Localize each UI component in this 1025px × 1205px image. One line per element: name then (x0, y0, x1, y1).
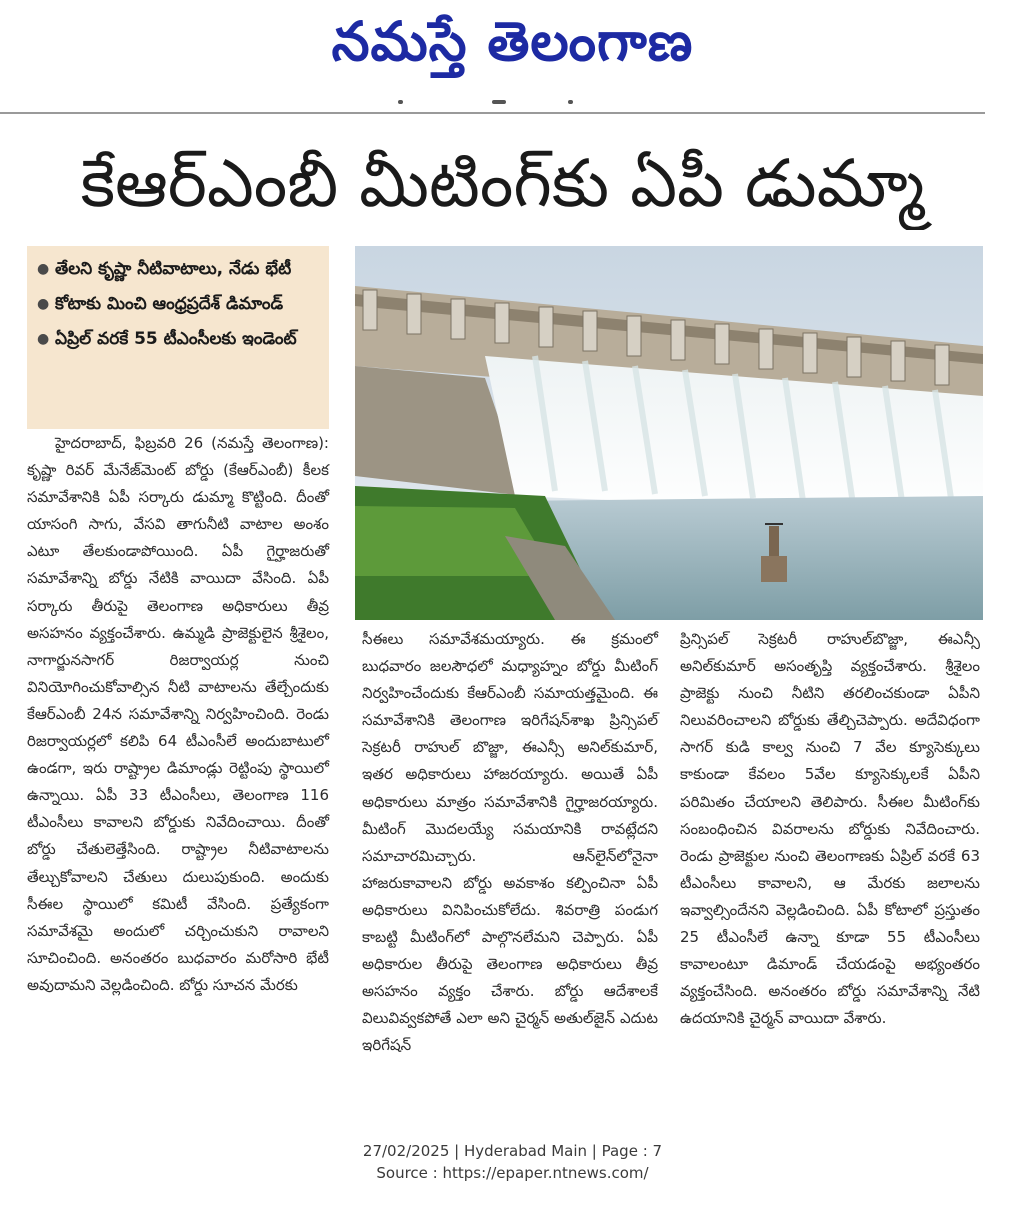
masthead-divider (0, 112, 985, 114)
highlight-item (37, 322, 321, 357)
masthead-ornament-dot (398, 100, 403, 104)
article-paragraph: హైదరాబాద్, ఫిబ్రవరి 26 (నమస్తే తెలంగాణ): కృష్ణా రివర్ మేనేజ్‌మెంట్ బోర్డు (కేఆర్ఎంబీ) కీలక సమావేశానికి ఏపీ సర్కారు డుమ్మా కొట్టింది. దీంతో యాసంగి సాగు, వేసవి తాగునీటి వాటాల అంశం ఎటూ తేలకుండాపోయింది. ఏపీ గైర్హాజరుతో సమావేశాన్ని బోర్డు నేటికి వాయిదా వేసింది. ఏపీ సర్కారు తీరుపై తెలంగాణ అధికారులు తీవ్ర అసహనం వ్యక్తంచేశారు. ఉమ్మడి ప్రాజెక్టులైన శ్రీశైలం, నాగార్జునసాగర్ రిజర్వాయర్ల నుంచి వినియోగించుకోవాల్సిన నీటి వాటాలను తేల్చేందుకు కేఆర్ఎంబీ 24న సమావేశాన్ని నిర్వహించింది. రెండు రిజర్వాయర్లలో కలిపి 64 టీఎంసీలే అందుబాటులో ఉండగా, ఇరు రాష్ట్రాల డిమాండ్లు రెట్టింపు స్థాయిలో ఉన్నాయి. ఏపీ 33 టీఎంసీలు, తెలంగాణ 116 టీఎంసీలు కావాలని బోర్డుకు నివేదించాయి. దీంతో బోర్డు చేతులెత్తేసింది. రాష్ట్రాల నీటివాటాలను తేల్చుకోవాలని చేతులు దులుపుకుంది. అందుకు సీఈల స్థాయిలో కమిటీ వేసింది. ప్రత్యేకంగా సమావేశమై అందులో చర్చించుకుని రావాలని సూచించింది. అనంతరం బుధవారం మరోసారి భేటీ అవుదామని వెల్లడించింది. బోర్డు సూచన మేరకు (27, 434, 329, 994)
dam-illustration (355, 246, 983, 620)
masthead-ornament-dot (492, 100, 506, 104)
article-headline: కేఆర్ఎంబీ మీటింగ్‌కు ఏపీ డుమ్మా (80, 145, 925, 222)
article-column-2 (362, 626, 658, 1060)
footer-dateline: 27/02/2025 | Hyderabad Main | Page : 7 (362, 1142, 663, 1160)
highlight-item (37, 287, 321, 322)
highlight-item (37, 252, 321, 287)
bullet-icon: ● (37, 261, 50, 277)
highlight-text: తేలని కృష్ణా నీటివాటాలు, నేడు భేటీ (55, 259, 292, 279)
dam-photo (355, 246, 983, 620)
highlight-text: కోటాకు మించి ఆంధ్రప్రదేశ్ డిమాండ్ (55, 294, 284, 314)
highlight-text: ఏప్రిల్ వరకే 55 టీఎంసీలకు ఇండెంట్ (55, 329, 297, 349)
article-column-1 (27, 430, 329, 999)
article-column-3 (680, 626, 980, 1032)
masthead-ornament-dot (568, 100, 573, 104)
masthead-title: నమస్తే తెలంగాణ (331, 10, 694, 73)
bullet-icon: ● (37, 331, 50, 347)
footer-source: Source : https://epaper.ntnews.com/ (376, 1164, 649, 1182)
article-paragraph: సీఈలు సమావేశమయ్యారు. ఈ క్రమంలో బుధవారం జలసౌధలో మధ్యాహ్నం బోర్డు మీటింగ్ నిర్వహించేందుకు కేఆర్ఎంబీ సమాయత్తమైంది. ఈ సమావేశానికి తెలంగాణ ఇరిగేషన్‌శాఖ ప్రిన్సిపల్ సెక్రటరీ రాహుల్ బొజ్జా, ఈఎన్సీ అనిల్‌కుమార్, ఇతర అధికారులు హాజరయ్యారు. అయితే ఏపీ అధికారులు మాత్రం సమావేశానికి గైర్హాజరయ్యారు. మీటింగ్ మొదలయ్యే సమయానికి రావట్లేదని సమాచారమిచ్చారు. ఆన్‌లైన్‌లోనైనా హాజరుకావాలని బోర్డు అవకాశం కల్పించినా ఏపీ అధికారులు వినిపించుకోలేదు. శివరాత్రి పండుగ కాబట్టి మీటింగ్‌లో పాల్గొనలేమని చెప్పారు. ఏపీ అధికారుల తీరుపై తెలంగాణ అధికారులు తీవ్ర అసహనం వ్యక్తం చేశారు. బోర్డు ఆదేశాలకే విలువివ్వకపోతే ఎలా అని చైర్మన్ అతుల్‌జైన్ ఎదుట ఇరిగేషన్ (362, 630, 658, 1055)
highlights-box (27, 246, 329, 429)
bullet-icon: ● (37, 296, 50, 312)
article-paragraph: ప్రిన్సిపల్ సెక్రటరీ రాహుల్‌బొజ్జా, ఈఎన్సీ అనిల్‌కుమార్ అసంతృప్తి వ్యక్తంచేశారు. శ్రీశైలం ప్రాజెక్టు నుంచి నీటిని తరలించకుండా ఏపీని నిలువరించాలని బోర్డుకు తేల్చిచెప్పారు. అదేవిధంగా సాగర్ కుడి కాల్వ నుంచి 7 వేల క్యూసెక్కులు కాకుండా కేవలం 5వేల క్యూసెక్కులకే ఏపీని పరిమితం చేయాలని తెలిపారు. సీఈల మీటింగ్‌కు సంబంధించిన వివరాలను బోర్డుకు నివేదించారు. రెండు ప్రాజెక్టుల నుంచి తెలంగాణకు ఏప్రిల్ వరకే 63 టీఎంసీలు కావాలని, ఆ మేరకు జలాలను ఇవ్వాల్సిందేనని వెల్లడించింది. ఏపీ కోటాలో ప్రస్తుతం 25 టీఎంసీలే ఉన్నా కూడా 55 టీఎంసీలు కావాలంటూ డిమాండ్ చేయడంపై అభ్యంతరం వ్యక్తంచేసింది. అనంతరం బోర్డు సమావేశాన్ని నేటి ఉదయానికి చైర్మన్ వాయిదా వేశారు. (680, 630, 980, 1028)
highlights-list (37, 252, 321, 357)
